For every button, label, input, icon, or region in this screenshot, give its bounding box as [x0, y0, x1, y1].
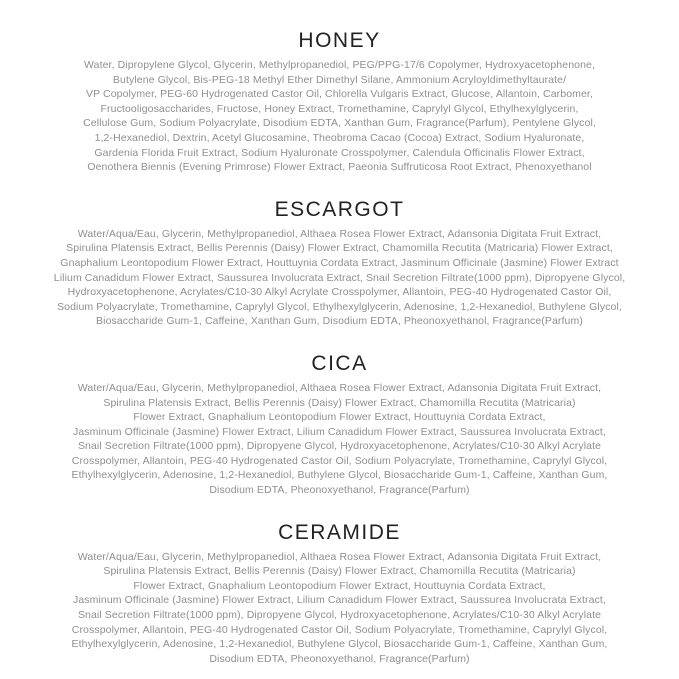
ingredient-line: VP Copolymer, PEG-60 Hydrogenated Castor Oil, Chlorella Vulgaris Extract, Glucose, Allantoin, Carbomer, [86, 88, 593, 101]
ingredient-line: Gnaphalium Leontopodium Flower Extract, Houttuynia Cordata Extract, Jasminum Officinale (Jasmine) Flower Extract [60, 256, 619, 269]
ingredient-line: Oenothera Biennis (Evening Primrose) Flower Extract, Paeonia Suffruticosa Root Extract, Phenoxyethanol [87, 161, 592, 174]
ingredient-lines-honey [0, 58, 679, 175]
ingredient-lines-escargot [0, 227, 679, 329]
ingredient-line: Gardenia Florida Fruit Extract, Sodium Hyaluronate Crosspolymer, Calendula Officinalis Flower Extract, [94, 146, 585, 159]
ingredient-line: Snail Secretion Filtrate(1000 ppm), Dipropyene Glycol, Hydroxyacetophenone, Acrylates/C10-30 Alkyl Acrylate [77, 440, 602, 453]
ingredient-line: Spirulina Platensis Extract, Bellis Perennis (Daisy) Flower Extract, Chamomilla Recutita (Matricaria) [103, 565, 576, 578]
ingredient-line: Disodium EDTA, Pheonoxyethanol, Fragrance(Parfum) [209, 484, 470, 497]
section-ceramide [0, 520, 679, 667]
section-title-cica: CICA [311, 351, 368, 375]
ingredient-line: Ethylhexylglycerin, Adenosine, 1,2-Hexanediol, Buthylene Glycol, Biosaccharide Gum-1, Caffeine, Xanthan Gum, [71, 469, 608, 482]
ingredient-lines-cica [0, 381, 679, 498]
ingredient-line: Cellulose Gum, Sodium Polyacrylate, Disodium EDTA, Xanthan Gum, Fragrance(Parfum), Pentylene Glycol, [83, 117, 596, 130]
ingredient-line: Flower Extract, Gnaphalium Leontopodium Flower Extract, Houttuynia Cordata Extract, [133, 411, 546, 424]
ingredient-line: Water/Aqua/Eau, Glycerin, Methylpropanediol, Althaea Rosea Flower Extract, Adansonia Digitata Fruit Extract, [77, 381, 602, 394]
ingredient-line: Jasminum Officinale (Jasmine) Flower Extract, Lilium Canadidum Flower Extract, Saussurea Involucrata Extract, [73, 594, 606, 607]
section-title-ceramide: CERAMIDE [278, 520, 401, 544]
ingredient-line: Ethylhexylglycerin, Adenosine, 1,2-Hexanediol, Buthylene Glycol, Biosaccharide Gum-1, Caffeine, Xanthan Gum, [71, 638, 608, 651]
ingredient-line: Crosspolymer, Allantoin, PEG-40 Hydrogenated Castor Oil, Sodium Polyacrylate, Tromethamine, Caprylyl Glycol, [71, 454, 608, 467]
ingredient-line: Disodium EDTA, Pheonoxyethanol, Fragrance(Parfum) [209, 652, 470, 665]
section-escargot [0, 197, 679, 329]
section-cica [0, 351, 679, 498]
section-title-escargot: ESCARGOT [274, 197, 405, 221]
ingredient-line: Sodium Polyacrylate, Tromethamine, Caprylyl Glycol, Ethylhexylglycerin, Adenosine, 1,2-Hexanediol, Buthylene Glycol, [57, 300, 622, 313]
ingredient-line: Crosspolymer, Allantoin, PEG-40 Hydrogenated Castor Oil, Sodium Polyacrylate, Tromethamine, Caprylyl Glycol, [71, 623, 608, 636]
ingredient-line: Water/Aqua/Eau, Glycerin, Methylpropanediol, Althaea Rosea Flower Extract, Adansonia Digitata Fruit Extract, [77, 550, 602, 563]
section-honey [0, 28, 679, 175]
ingredient-line: Hydroxyacetophenone, Acrylates/C10-30 Alkyl Acrylate Crosspolymer, Allantoin, PEG-40 Hydrogenated Castor Oil, [67, 286, 612, 299]
ingredient-line: Water, Dipropylene Glycol, Glycerin, Methylpropanediol, PEG/PPG-17/6 Copolymer, Hydroxyacetophenone, [84, 59, 595, 71]
ingredient-line: Biosaccharide Gum-1, Caffeine, Xanthan Gum, Disodium EDTA, Pheonoxyethanol, Fragrance(Parfum) [96, 315, 583, 328]
ingredient-line: Snail Secretion Filtrate(1000 ppm), Dipropyene Glycol, Hydroxyacetophenone, Acrylates/C10-30 Alkyl Acrylate [77, 609, 602, 622]
section-title-honey: HONEY [298, 29, 381, 52]
ingredient-line: Spirulina Platensis Extract, Bellis Perennis (Daisy) Flower Extract, Chamomilla Recutita (Matricaria) [103, 396, 576, 409]
ingredient-line: Water/Aqua/Eau, Glycerin, Methylpropanediol, Althaea Rosea Flower Extract, Adansonia Digitata Fruit Extract, [77, 227, 602, 240]
ingredient-lines-ceramide [0, 550, 679, 667]
ingredient-line: Jasminum Officinale (Jasmine) Flower Extract, Lilium Canadidum Flower Extract, Saussurea Involucrata Extract, [73, 425, 606, 438]
ingredient-line: Flower Extract, Gnaphalium Leontopodium Flower Extract, Houttuynia Cordata Extract, [133, 579, 546, 592]
ingredient-line: Lilium Canadidum Flower Extract, Saussurea Involucrata Extract, Snail Secretion Filtrate(1000 ppm), Dipropyene Glycol, [53, 271, 626, 284]
ingredient-line: 1,2-Hexanediol, Dextrin, Acetyl Glucosamine, Theobroma Cacao (Cocoa) Extract, Sodium Hyaluronate, [94, 131, 585, 144]
ingredient-line: Spirulina Platensis Extract, Bellis Perennis (Daisy) Flower Extract, Chamomilla Recutita (Matricaria) Flower Extract, [66, 242, 613, 255]
ingredient-line: Fructooligosaccharides, Fructose, Honey Extract, Tromethamine, Caprylyl Glycol, Ethylhexylglycerin, [100, 102, 579, 115]
ingredient-line: Butylene Glycol, Bis-PEG-18 Methyl Ether Dimethyl Silane, Ammonium Acryloyldimethyltaurate/ [112, 73, 567, 86]
